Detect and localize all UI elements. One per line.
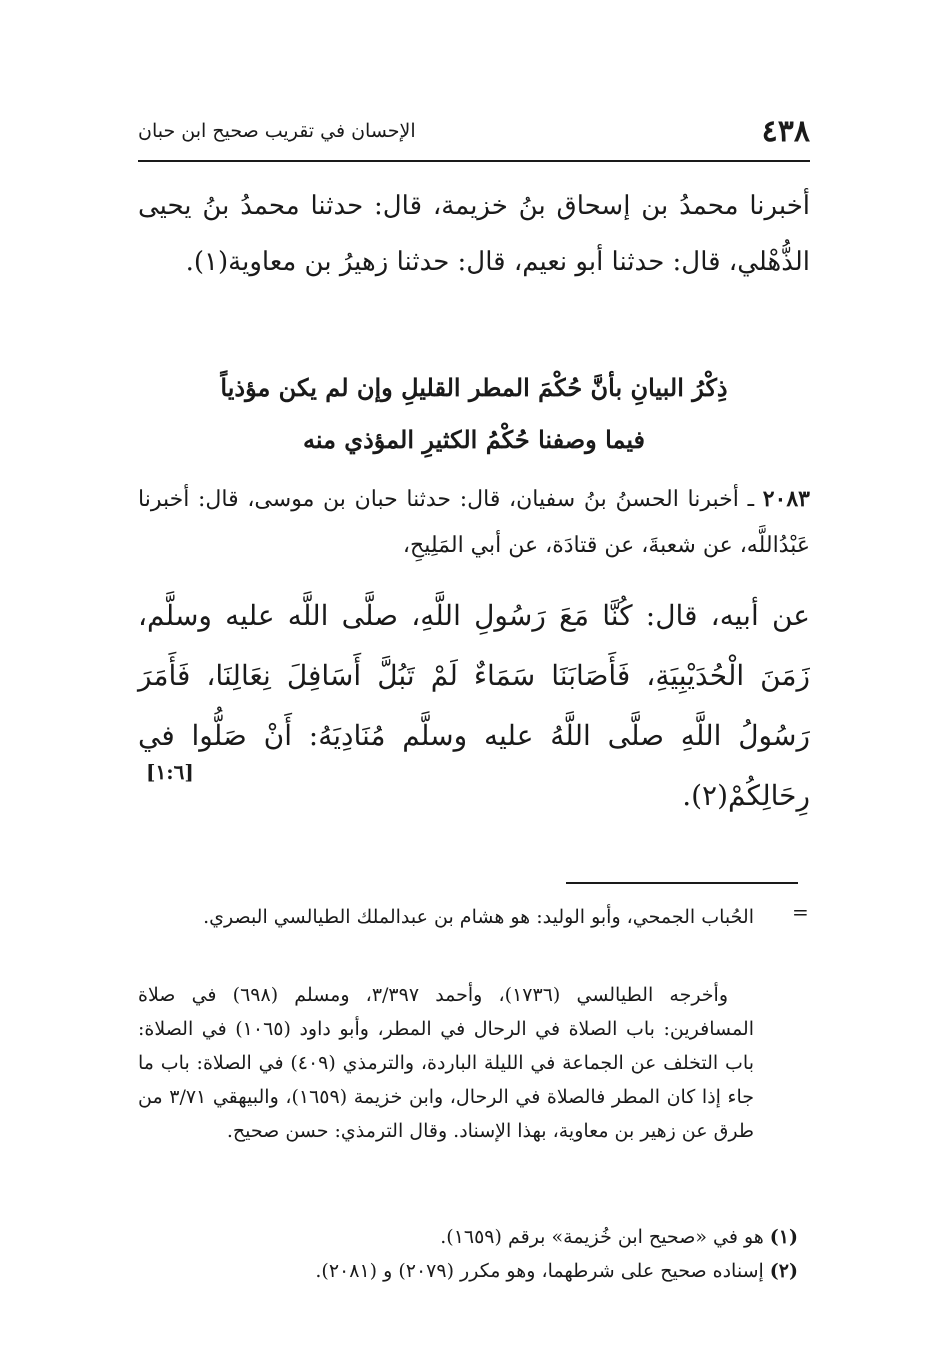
footnote-2-number: (٢) xyxy=(769,1260,798,1282)
hadith-isnad-text: ـ أخبرنا الحسنُ بنُ سفيان، قال: حدثنا حبان بن موسى، قال: أخبرنا عَبْدُاللَّه، عن شعبةَ، عن قتادَة، عن أبي المَلِيحِ، xyxy=(138,487,810,558)
running-title: الإحسان في تقريب صحيح ابن حبان xyxy=(138,120,416,142)
page-number: ٤٣٨ xyxy=(761,114,810,149)
footnote-2 xyxy=(138,1254,798,1288)
footnote-1-number: (١) xyxy=(769,1226,798,1248)
chapter-heading xyxy=(138,362,810,466)
hadith-isnad xyxy=(138,476,810,569)
footnote-2-text: إسناده صحيح على شرطهما، وهو مكرر (٢٠٧٩) و (٢٠٨١). xyxy=(315,1260,764,1282)
header-divider xyxy=(138,160,810,162)
footnote-continued-text: الحُباب الجمحي، وأبو الوليد: هو هشام بن عبدالملك الطيالسي البصري. xyxy=(203,906,754,928)
footnote-list xyxy=(138,1220,798,1288)
hadith-matn: عن أبيه، قال: كُنَّا مَعَ رَسُولِ اللَّهِ، صلَّى اللَّه عليه وسلَّم، زَمَنَ الْحُدَيْبِيَةِ، فَأَصَابَنَا سَمَاءٌ لَمْ تَبُلَّ أَسَافِلَ نِعَالِنَا، فَأَمَرَ رَسُولُ اللَّهِ صلَّى اللَّهُ عليه وسلَّم مُنَادِيَهُ: أَنْ صَلُّوا في رِحَالِكُمْ(٢). xyxy=(138,599,810,812)
hadith-number: ٢٠٨٣ xyxy=(762,486,810,512)
footnote-1 xyxy=(138,1220,798,1254)
opening-isnad: أخبرنا محمدُ بن إسحاق بنُ خزيمة، قال: حدثنا محمدُ بنُ يحيى الذُّهْلي، قال: حدثنا أبو نعيم، قال: حدثنا زهيرُ بن معاوية(١). xyxy=(138,191,810,277)
footnote-divider xyxy=(566,882,798,884)
page-header xyxy=(138,112,810,158)
hadith-reference: [١:٦] xyxy=(146,760,194,784)
footnote-1-text: هو في «صحيح ابن خُزيمة» برقم (١٦٥٩). xyxy=(440,1226,764,1248)
footnote-continuation-mark: = xyxy=(792,900,809,924)
chapter-heading-line-2: فيما وصفنا حُكْمُ الكثيرِ المؤذي منه xyxy=(302,425,646,454)
chapter-heading-line-1: ذِكْرُ البيانِ بأنَّ حُكْمَ المطر القليلِ وإن لم يكن مؤذياً xyxy=(220,373,728,402)
footnote-takhrij: وأخرجه الطيالسي (١٧٣٦)، وأحمد ٣/٣٩٧، ومسلم (٦٩٨) في صلاة المسافرين: باب الصلاة في الرحال في المطر، وأبو داود (١٠٦٥) في الصلاة: باب التخلف عن الجماعة في الليلة الباردة، والترمذي (٤٠٩) في الصلاة: باب ما جاء إذا كان المطر فالصلاة في الرحال، وابن خزيمة (١٦٥٩)، والبيهقي ٣/٧١ من طرق عن زهير بن معاوية، بهذا الإسناد. وقال الترمذي: حسن صحيح. xyxy=(138,984,754,1142)
